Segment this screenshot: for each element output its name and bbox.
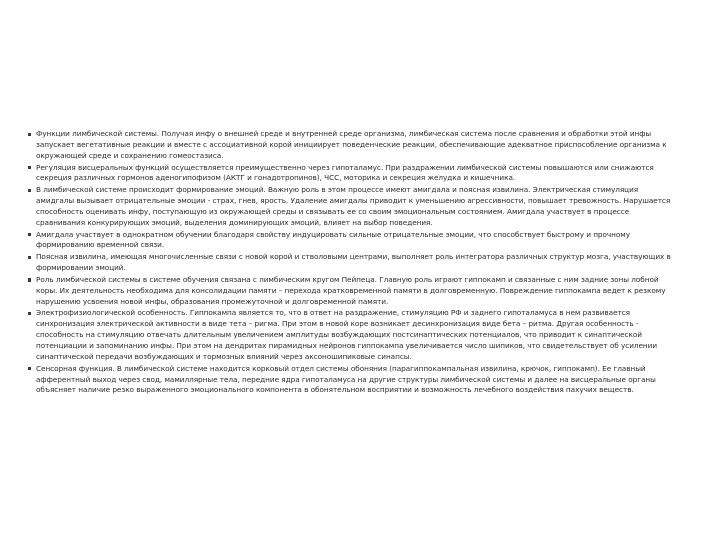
bullet-list	[28, 129, 678, 397]
square-bullet-icon	[28, 256, 31, 259]
bullet-item	[28, 275, 678, 308]
square-bullet-icon	[28, 166, 31, 169]
bullet-text: Сенсорная функция. В лимбической системе находится корковый отдел системы обоняния (парагиппокампальная извилина, крючок, гиппокамп). Ее главный афферентный выход через свод, мамиллярные тела, передние ядра гипоталамуса на другие структуры лимбической системы и далее на висцеральные органы объясняет наличие резко выраженного эмоционального компонента в обонятельном восприятии и возможность лечебного воздействия пахучих веществ.	[36, 363, 656, 395]
bullet-item	[28, 308, 678, 363]
square-bullet-icon	[28, 189, 31, 192]
bullet-item	[28, 185, 678, 229]
square-bullet-icon	[28, 133, 31, 136]
bullet-item	[28, 129, 678, 162]
square-bullet-icon	[28, 367, 31, 370]
bullet-item	[28, 230, 678, 252]
bullet-text: Регуляция висцеральных функций осуществляется преимущественно через гипоталамус. При раздражении лимбической системы повышаются или снижаются секреция различных гормонов аденогипофизом (АКТГ и гонадотропинов), ЧСС, моторика и секреция желудка и кишечника.	[36, 162, 654, 183]
bullet-text: Поясная извилина, имеющая многочисленные связи с новой корой и стволовыми центрами, выполняет роль интегратора различных структур мозга, участвующих в формировании эмоций.	[36, 252, 671, 273]
square-bullet-icon	[28, 233, 31, 236]
bullet-text: Роль лимбической системы в системе обучения связана с лимбическим кругом Пейпеца. Главную роль играют гиппокамп и связанные с ним задние зоны лобной коры. Их деятельность необходима для консолидации памяти – перехода кратковременной памяти в долговременную. Повреждение гиппокампа ведет к резкому нарушению усвоения новой инфы, образования промежуточной и долговременной памяти.	[36, 274, 666, 306]
square-bullet-icon	[28, 312, 31, 315]
bullet-item	[28, 364, 678, 397]
bullet-item	[28, 252, 678, 274]
bullet-text: Электрофизиологической особенность. Гиппокампа является то, что в ответ на раздражение, стимуляцию РФ и заднего гипоталамуса в нем развивается синхронизация электрической активности в виде тета – ригма. При этом в новой коре возникает десинхронизация виде бета – ритма. Другая особенность - способность на стимуляцию отвечать длительным увеличением амплитуды возбуждающих постсинаптических потенциалов, что приводит к синаптической потенциации и запоминанию инфы. При этом на дендритах пирамидных нейронов гиппокампа увеличивается число шипиков, что свидетельствует об усилении синаптической передачи возбуждающих и тормозных влияний через аксоношипиковые синапсы.	[36, 308, 658, 361]
square-bullet-icon	[28, 278, 31, 281]
bullet-text: Функции лимбической системы. Получая инфу о внешней среде и внутренней среде организма, лимбическая система после сравнения и обработки этой инфы запускает вегетативные реакции и вместе с ассоциативной корой инициирует поведенческие реакции, обеспечивающие адекватное приспособление организма к окружающей среде и сохранению гомеостазиса.	[36, 129, 667, 160]
bullet-item	[28, 163, 678, 185]
bullet-text: В лимбической системе происходит формирование эмоций. Важную роль в этом процессе имеют амигдала и поясная извилина. Электрическая стимуляция амидгалы вызывает отрицательные эмоции - страх, гнев, ярость. Удаление амигдалы приводит к уменьшению агрессивности, повышает тревожность. Нарушается способность оценивать инфу, поступающую из окружающей среды и связывать ее со своим эмоциональным состоянием. Амигдала участвует в процессе сравнивания конкурирующих эмоций, выделения доминирующих эмоций, влияет на выбор поведения.	[36, 185, 671, 227]
bullet-text: Амигдала участвует в однократном обучении благодаря свойству индуцировать сильные отрицательные эмоции, что способствует быстрому и прочному формированию временной связи.	[36, 229, 631, 250]
